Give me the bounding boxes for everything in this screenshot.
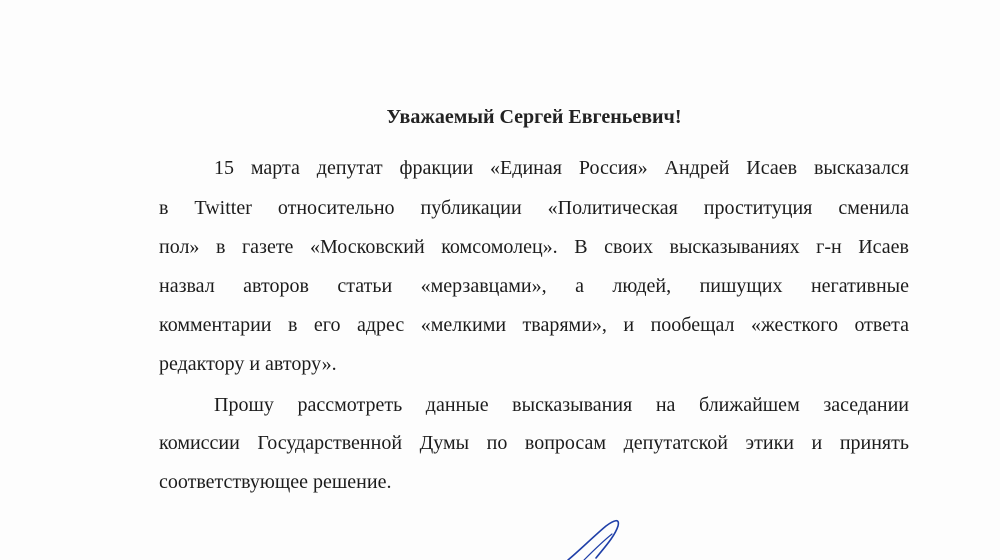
paragraph-line: назвал авторов статьи «мерзавцами», а людей, пишущих негативные	[159, 275, 909, 297]
signature-scribble	[560, 512, 650, 560]
paragraph-line: в Twitter относительно публикации «Политическая проституция сменила	[159, 197, 909, 219]
paragraph-line: 15 марта депутат фракции «Единая Россия» Андрей Исаев высказался	[214, 157, 909, 179]
paragraph-line: пол» в газете «Московский комсомолец». В своих высказываниях г-н Исаев	[159, 236, 909, 258]
paragraph-line: комиссии Государственной Думы по вопросам депутатской этики и принять	[159, 432, 909, 454]
greeting-heading: Уважаемый Сергей Евгеньевич!	[386, 106, 682, 128]
paragraph-line: редактору и автору».	[159, 353, 337, 375]
paragraph-line: комментарии в его адрес «мелкими тварями», и пообещал «жесткого ответа	[159, 314, 909, 336]
paragraph-line: соответствующее решение.	[159, 471, 392, 493]
paragraph-line: Прошу рассмотреть данные высказывания на ближайшем заседании	[214, 394, 909, 416]
